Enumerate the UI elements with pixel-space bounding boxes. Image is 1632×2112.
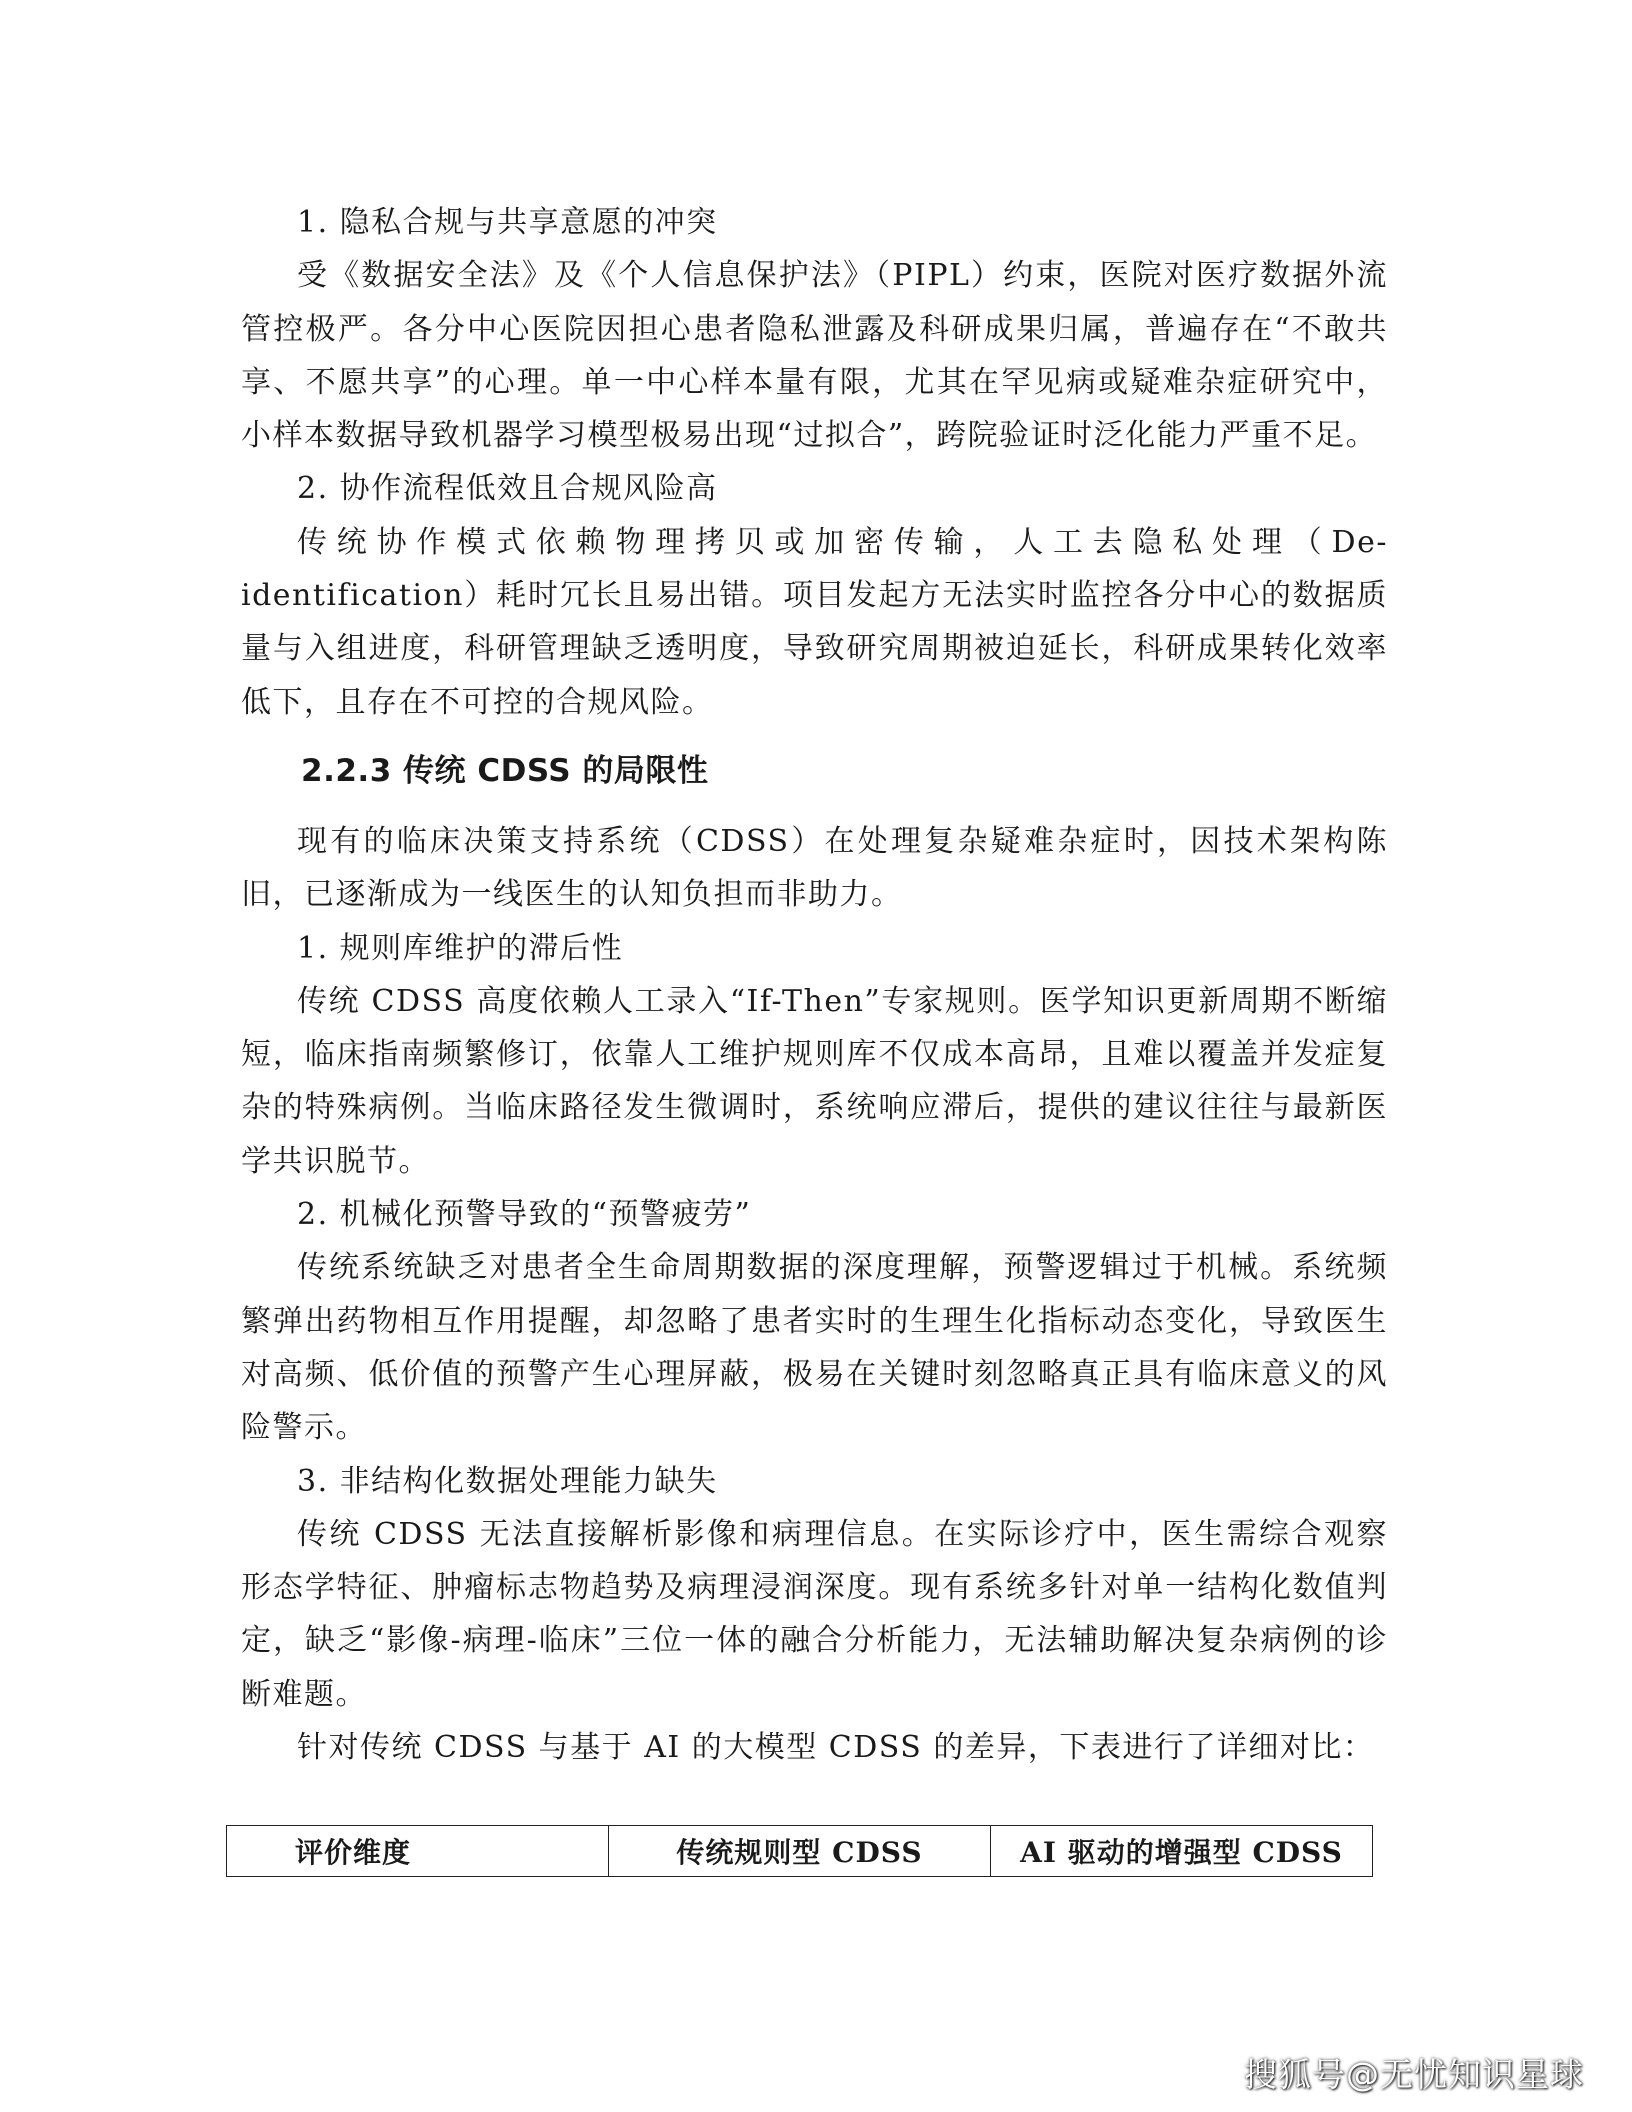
cdss-item2-title: 2. 机械化预警导致的“预警疲劳”	[297, 1197, 752, 1233]
cdss-item3-text: 传统 CDSS 无法直接解析影像和病理信息。在实际诊疗中，医生需综合观察形态学特征、肿瘤标志物趋势及病理浸润深度。现有系统多针对单一结构化数值判定，缺乏“影像-病理-临床”三位一体的融合分析能力，无法辅助解决复杂病例的诊断难题。	[241, 1516, 1388, 1712]
privacy-item1-title: 1. 隐私合规与共享意愿的冲突	[297, 205, 718, 240]
cdss-item1-text: 传统 CDSS 高度依赖人工录入“If-Then”专家规则。医学知识更新周期不断缩短，临床指南频繁修订，依靠人工维护规则库不仅成本高昂，且难以覆盖并发症复杂的特殊病例。当临床路径发生微调时，系统响应滞后，提供的建议往往与最新医学共识脱节。	[241, 983, 1388, 1179]
watermark: 搜狐号@无忧知识星球	[1244, 2055, 1584, 2094]
table-header-traditional: 传统规则型 CDSS	[609, 1826, 991, 1877]
section-heading-cdss: 2.2.3 传统 CDSS 的局限性	[301, 752, 709, 789]
table-intro: 针对传统 CDSS 与基于 AI 的大模型 CDSS 的差异，下表进行了详细对比：	[297, 1730, 1375, 1766]
comparison-table-wrapper	[226, 1825, 1373, 1877]
table-header-dimension: 评价维度	[227, 1826, 609, 1877]
privacy-item2-text: 传统协作模式依赖物理拷贝或加密传输，人工去隐私处理（De-identification）耗时冗长且易出错。项目发起方无法实时监控各分中心的数据质量与入组进度，科研管理缺乏透明度，导致研究周期被迫延长，科研成果转化效率低下，且存在不可控的合规风险。	[241, 524, 1388, 720]
table-header-ai: AI 驱动的增强型 CDSS	[991, 1826, 1373, 1877]
document-body	[241, 196, 1388, 1774]
comparison-table	[226, 1825, 1373, 1877]
cdss-item3-title: 3. 非结构化数据处理能力缺失	[297, 1463, 718, 1499]
privacy-item1-text: 受《数据安全法》及《个人信息保护法》（PIPL）约束，医院对医疗数据外流管控极严。各分中心医院因担心患者隐私泄露及科研成果归属，普遍存在“不敢共享、不愿共享”的心理。单一中心样本量有限，尤其在罕见病或疑难杂症研究中，小样本数据导致机器学习模型极易出现“过拟合”，跨院验证时泛化能力严重不足。	[241, 258, 1388, 454]
cdss-item1-title: 1. 规则库维护的滞后性	[297, 930, 624, 966]
table-header-row	[227, 1826, 1373, 1877]
cdss-intro: 现有的临床决策支持系统（CDSS）在处理复杂疑难杂症时，因技术架构陈旧，已逐渐成为一线医生的认知负担而非助力。	[241, 823, 1388, 913]
privacy-item2-title: 2. 协作流程低效且合规风险高	[297, 471, 718, 507]
cdss-item2-text: 传统系统缺乏对患者全生命周期数据的深度理解，预警逻辑过于机械。系统频繁弹出药物相互作用提醒，却忽略了患者实时的生理生化指标动态变化，导致医生对高频、低价值的预警产生心理屏蔽，极易在关键时刻忽略真正具有临床意义的风险警示。	[241, 1250, 1388, 1446]
